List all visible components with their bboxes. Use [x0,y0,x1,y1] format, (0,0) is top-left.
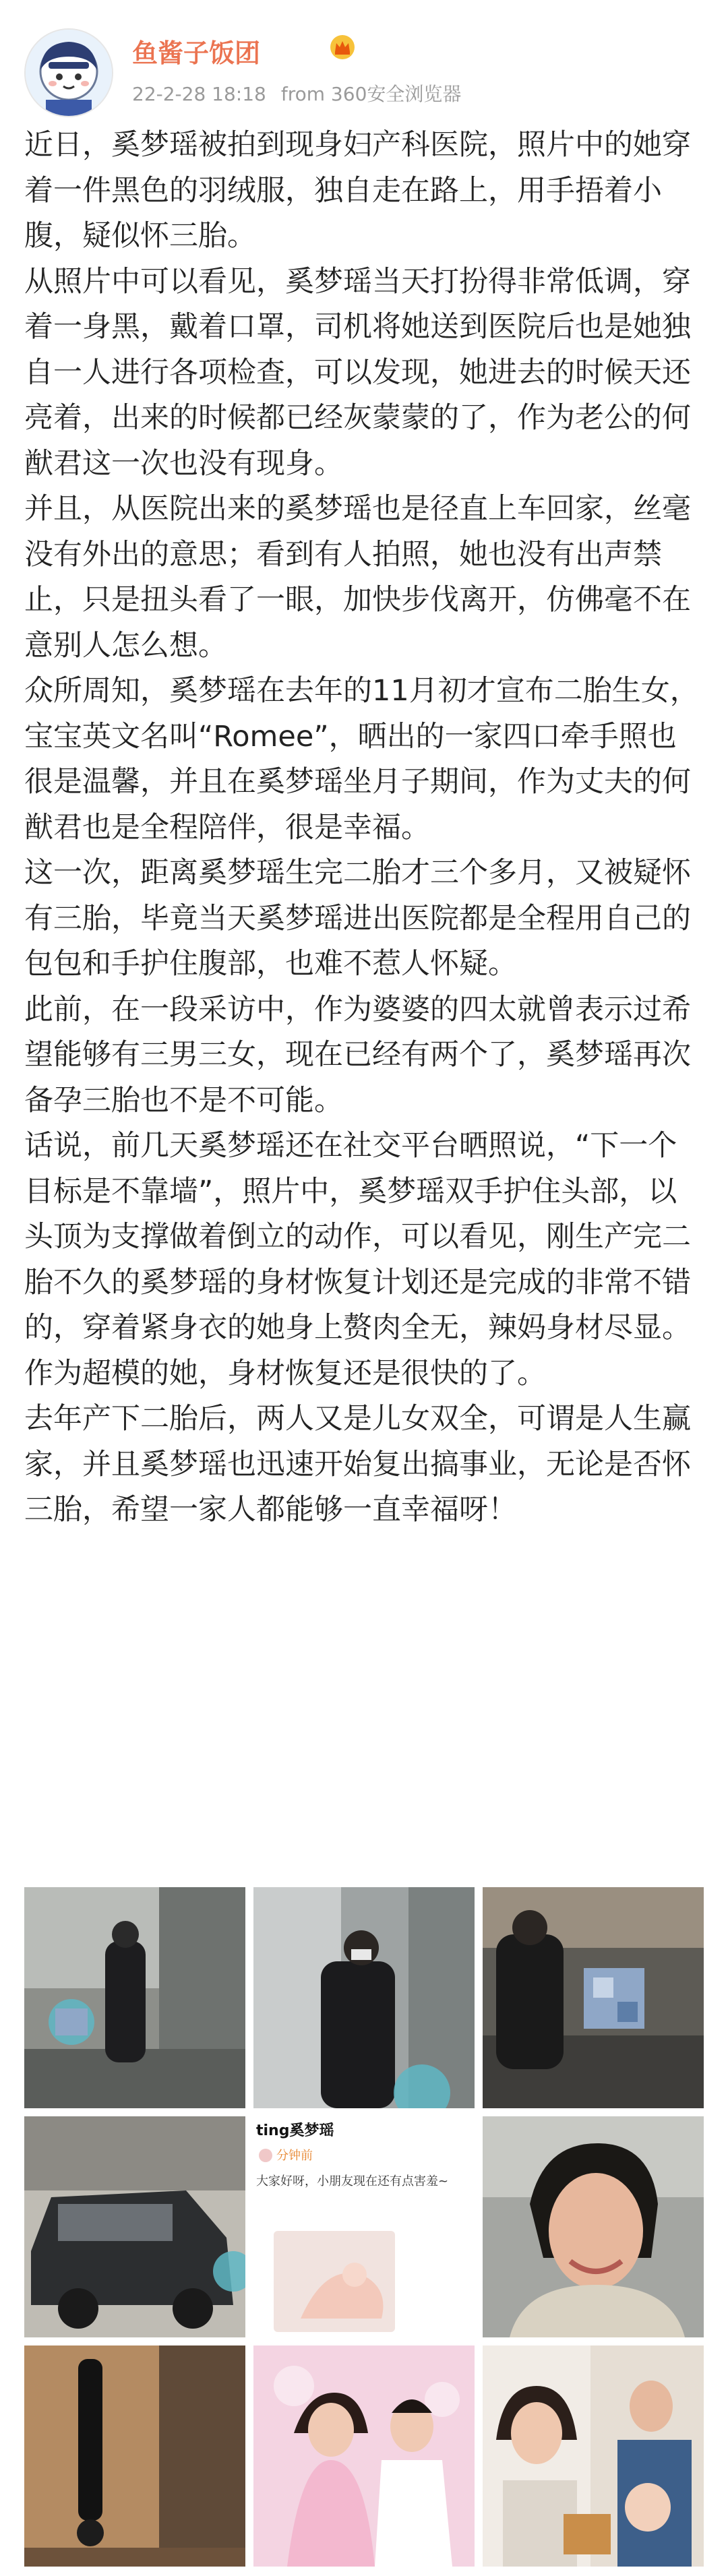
photo-5-social-screenshot[interactable] [253,2116,475,2337]
photo-grid [24,1887,704,2561]
street-photo-icon [483,1887,704,2108]
paragraph: 去年产下二胎后，两人又是儿女双全，可谓是人生赢家，并且奚梦瑶也迅速开始复出搞事业，无论是否怀三胎，希望一家人都能够一直幸福呀！ [24,1402,691,1527]
paragraph: 话说，前几天奚梦瑶还在社交平台晒照说，“下一个目标是不靠墙”，照片中，奚梦瑶双手护住头部，以头顶为支撑做着倒立的动作，可以看见，刚生产完二胎不久的奚梦瑶的身材恢复计划还是完成的非常不错的，穿着紧身衣的她身上赘肉全无，辣妈身材尽显。作为超模的她，身材恢复还是很快的了。 [24,1129,691,1390]
paragraph: 此前，在一段采访中，作为婆婆的四太就曾表示过希望能够有三男三女，现在已经有两个了，奚梦瑶再次备孕三胎也不是不可能。 [24,992,691,1117]
photo-3[interactable] [483,1887,704,2108]
car-photo-icon [24,2116,245,2337]
couple-photo-icon [253,2345,475,2567]
photo-2[interactable] [253,1887,475,2108]
handstand-photo-icon [24,2345,245,2567]
photo-1[interactable] [24,1887,245,2108]
paragraph: 近日，奚梦瑶被拍到现身妇产科医院，照片中的她穿着一件黑色的羽绒服，独自走在路上，用手捂着小腹，疑似怀三胎。 [24,128,691,253]
crown-badge-icon [329,34,356,61]
photo-8[interactable] [253,2345,475,2567]
paragraph: 这一次，距离奚梦瑶生完二胎才三个多月，又被疑怀有三胎，毕竟当天奚梦瑶进出医院都是全程用自己的包包和手护住腹部，也难不惹人怀疑。 [24,856,691,981]
post-meta [132,80,476,106]
user-name[interactable]: 鱼酱子饭团 [132,38,261,68]
avatar-illustration-icon [26,30,112,116]
photo-7[interactable] [24,2345,245,2567]
avatar[interactable] [24,28,113,117]
screenshot-caption: 大家好呀，小朋友现在还有点害羞~ [256,2174,449,2188]
post-timestamp: 22-2-28 18:18 [132,83,266,105]
photo-6[interactable] [483,2116,704,2337]
post-header [24,24,704,112]
screenshot-header: ting奚梦瑶 [256,2122,334,2139]
post-content [24,123,704,1533]
paragraph: 众所周知，奚梦瑶在去年的11月初才宣布二胎生女，宝宝英文名叫“Romee”，晒出的一家四口牵手照也很是温馨，并且在奚梦瑶坐月子期间，作为丈夫的何猷君也是全程陪伴，很是幸福。 [24,674,699,845]
screenshot-time: 分钟前 [276,2149,313,2163]
photo-4[interactable] [24,2116,245,2337]
portrait-photo-icon [483,2116,704,2337]
post-source: from 360安全浏览器 [280,83,462,105]
photo-9[interactable] [483,2345,704,2567]
paragraph: 从照片中可以看见，奚梦瑶当天打扮得非常低调，穿着一身黑，戴着口罩，司机将她送到医院后也是她独自一人进行各项检查，可以发现，她进去的时候天还亮着，出来的时候都已经灰蒙蒙的了，作为老公的何猷君这一次也没有现身。 [24,264,691,481]
street-photo-icon [24,1887,245,2108]
family-photo-icon [483,2345,704,2567]
street-photo-icon [253,1887,475,2108]
paragraph: 并且，从医院出来的奚梦瑶也是径直上车回家，丝毫没有外出的意思；看到有人拍照，她也没有出声禁止，只是扭头看了一眼，加快步伐离开，仿佛毫不在意别人怎么想。 [24,492,691,663]
